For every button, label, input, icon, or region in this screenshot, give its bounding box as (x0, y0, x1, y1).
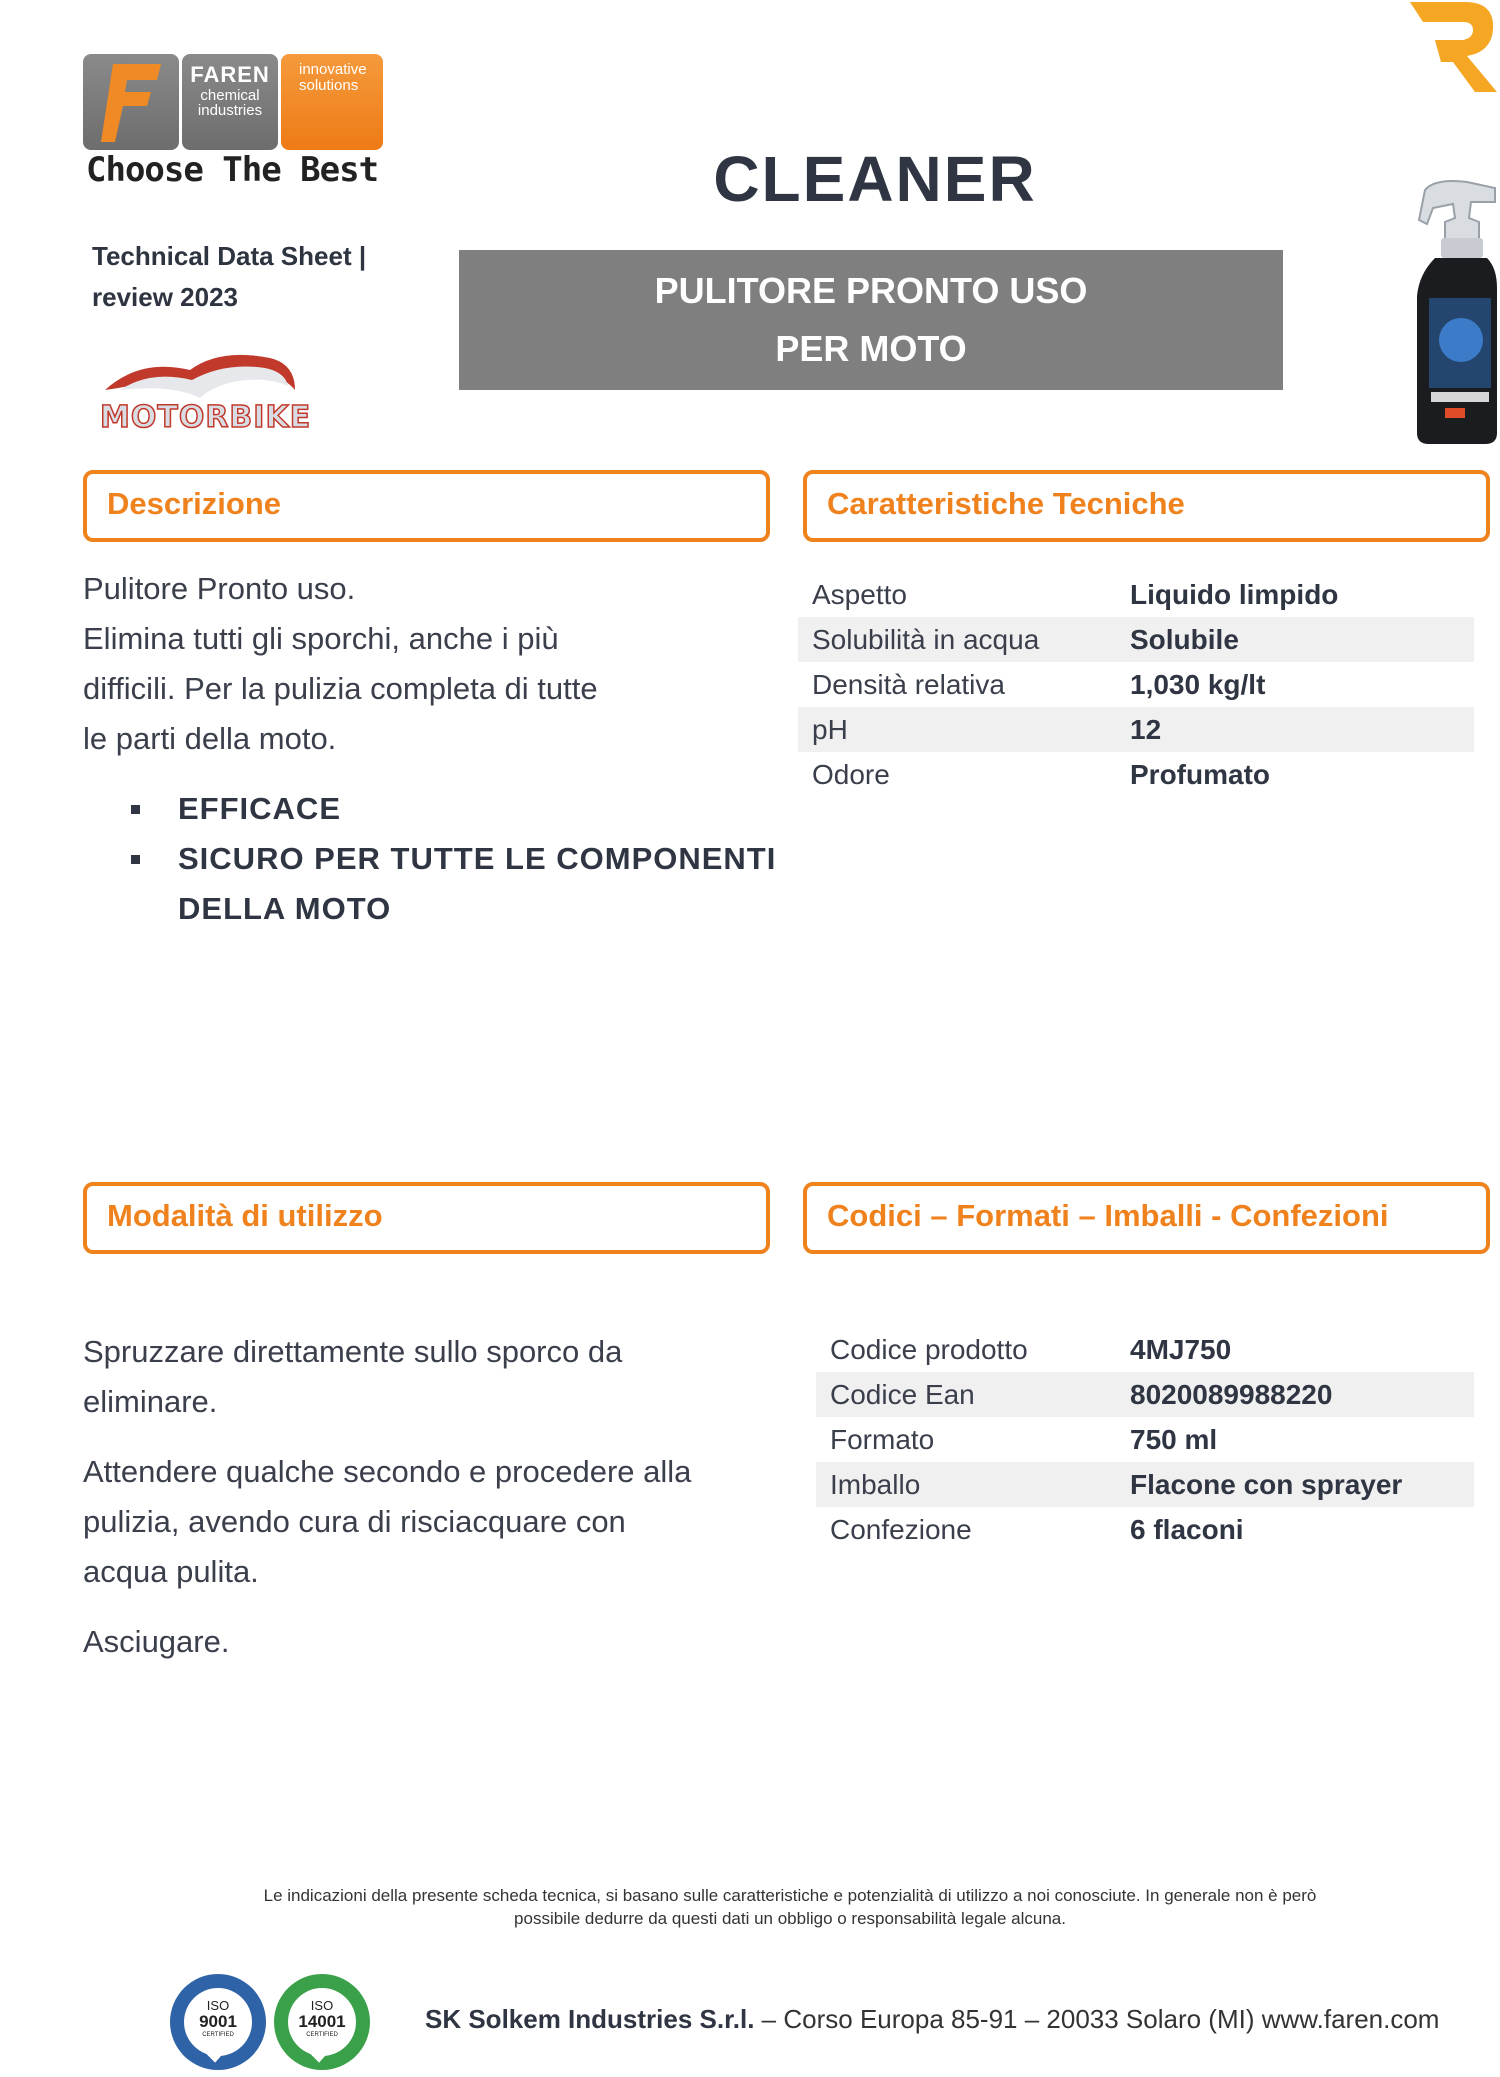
section-caratteristiche (803, 470, 1490, 542)
iso-9001-number: 9001 (199, 2012, 237, 2031)
section-descrizione (83, 470, 770, 542)
product-subtitle-box (459, 250, 1283, 390)
code-value: Flacone con sprayer (1116, 1462, 1474, 1507)
spec-key: Densità relativa (812, 668, 1005, 700)
section-modalita (83, 1182, 770, 1254)
descrizione-text (83, 564, 763, 764)
disclaimer-line2: possibile dedurre da questi dati un obbligo o responsabilità legale alcuna. (514, 1909, 1066, 1928)
descrizione-bullets (83, 784, 783, 934)
table-row (798, 572, 1474, 617)
spec-value: 12 (1116, 707, 1474, 752)
section-codici (803, 1182, 1490, 1254)
code-value: 8020089988220 (1116, 1372, 1474, 1417)
table-row (798, 617, 1474, 662)
table-row (798, 752, 1474, 797)
spec-value: Solubile (1116, 617, 1474, 662)
faren-f-logo (83, 54, 179, 150)
caratteristiche-table (798, 572, 1474, 797)
modalita-line: pulizia, avendo cura di risciacquare con (83, 1504, 626, 1539)
code-value: 4MJ750 (1130, 1333, 1232, 1365)
product-subtitle-line2: PER MOTO (775, 328, 967, 369)
descrizione-line: Pulitore Pronto uso. (83, 571, 356, 606)
logo-brand: FAREN (190, 62, 270, 87)
bullet-item-continued: DELLA MOTO (178, 891, 392, 926)
code-key: Imballo (816, 1462, 1116, 1507)
spec-value: 1,030 kg/lt (1130, 668, 1266, 700)
product-subtitle-line1: PULITORE PRONTO USO (654, 270, 1088, 311)
disclaimer-line1: Le indicazioni della presente scheda tecnica, si basano sulle caratteristiche e potenzialità di utilizzo a noi conosciute. In generale non è però (263, 1886, 1317, 1905)
iso-14001-badge (272, 1972, 372, 2072)
footer-company: SK Solkem Industries S.r.l. (425, 2004, 755, 2034)
modalita-line: Attendere qualche secondo e procedere alla (83, 1454, 692, 1489)
faren-tagline-tile (281, 54, 383, 150)
spec-value: Profumato (1130, 758, 1270, 790)
spec-key: Odore (812, 758, 890, 790)
faren-f-icon (83, 54, 179, 150)
spec-key: Solubilità in acqua (798, 617, 1116, 662)
table-row (816, 1327, 1474, 1372)
modalita-line: Spruzzare direttamente sullo sporco da (83, 1334, 623, 1369)
logo-line3: industries (197, 102, 263, 119)
footer-address: – Corso Europa 85-91 – 20033 Solaro (MI) www.faren.com (754, 2004, 1440, 2034)
footer (425, 2004, 1439, 2035)
table-row (816, 1372, 1474, 1417)
motorbike-logo-text: MOTORBIKE (100, 400, 312, 435)
table-row (816, 1507, 1474, 1552)
spec-value: Liquido limpido (1130, 578, 1339, 610)
iso-9001-sub: CERTIFIED (202, 2032, 234, 2038)
faren-logo-tile (182, 54, 278, 150)
iso-9001-badge (168, 1972, 268, 2072)
bullet-item: EFFICACE (83, 784, 783, 834)
logo-tag2: solutions (299, 77, 359, 94)
descrizione-line: le parti della moto. (83, 721, 337, 756)
code-value: 6 flaconi (1130, 1513, 1244, 1545)
descrizione-line: Elimina tutti gli sporchi, anche i più (83, 621, 559, 656)
table-row (798, 662, 1474, 707)
spec-key: Aspetto (812, 578, 907, 610)
brand-mark-icon (1405, 0, 1500, 95)
spec-key: pH (798, 707, 1116, 752)
table-row (816, 1462, 1474, 1507)
iso-14001-number: 14001 (298, 2012, 346, 2031)
section-modalita-heading: Modalità di utilizzo (107, 1198, 383, 1233)
code-key: Codice Ean (816, 1372, 1116, 1417)
disclaimer (210, 1884, 1370, 1930)
modalita-text (83, 1327, 773, 1667)
descrizione-line: difficili. Per la pulizia completa di tutte (83, 671, 598, 706)
product-title: CLEANER (713, 143, 1037, 215)
code-key: Formato (830, 1423, 935, 1455)
logo-slogan: Choose The Best (86, 150, 379, 190)
sheet-info: Technical Data Sheet | review 2023 (92, 241, 367, 312)
iso-14001-label: ISO (310, 1998, 334, 2013)
logo-line2: chemical (200, 87, 260, 104)
modalita-line: eliminare. (83, 1384, 218, 1419)
codici-table (816, 1327, 1474, 1552)
iso-14001-sub: CERTIFIED (306, 2032, 338, 2038)
iso-9001-label: ISO (206, 1998, 230, 2013)
section-descrizione-heading: Descrizione (107, 486, 282, 521)
modalita-line: Asciugare. (83, 1624, 230, 1659)
table-row (798, 707, 1474, 752)
logo-tag1: innovative (299, 61, 367, 78)
spray-bottle-icon (1405, 178, 1500, 448)
table-row (816, 1417, 1474, 1462)
section-codici-heading: Codici – Formati – Imballi - Confezioni (827, 1198, 1389, 1233)
code-key: Confezione (830, 1513, 972, 1545)
bullet-item: SICURO PER TUTTE LE COMPONENTI (83, 834, 783, 884)
section-caratteristiche-heading: Caratteristiche Tecniche (827, 486, 1185, 521)
code-value: 750 ml (1130, 1423, 1218, 1455)
modalita-line: acqua pulita. (83, 1554, 259, 1589)
code-key: Codice prodotto (830, 1333, 1028, 1365)
